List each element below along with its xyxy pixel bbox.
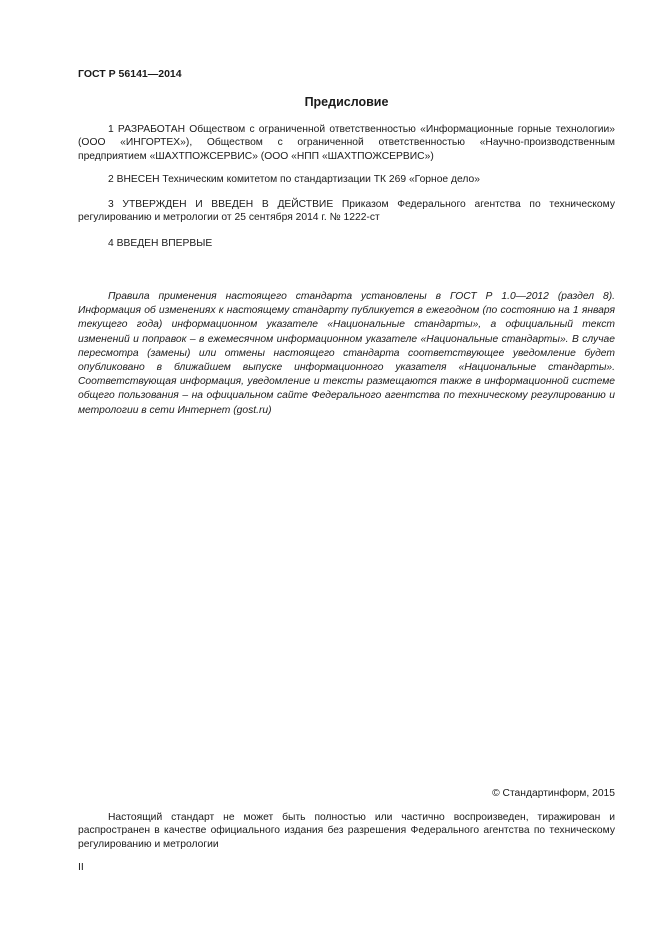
- section-first-introduced: 4 ВВЕДЕН ВПЕРВЫЕ: [108, 238, 213, 249]
- usage-rules-note: Правила применения настоящего стандарта установлены в ГОСТ Р 1.0—2012 (раздел 8). Информация об изменениях к настоящему стандарту публикуется в ежегодном (по состоянию на 1 января текущего года) информационном указателе «Национальные стандарты», а официальный текст изменений и поправок – в ежемесячном информационном указателе «Национальные стандарты». В случае пересмотра (замены) или отмены настоящего стандарта соответствующее уведомление будет опубликовано в ближайшем выпуске информационного указателя «Национальные стандарты». Соответствующая информация, уведомление и тексты размещаются также в информационной системе общего пользования – на официальном сайте Федерального агентства по техническому регулированию и метрологии в сети Интернет (gost.ru): [78, 291, 615, 416]
- page-number: II: [78, 861, 84, 873]
- copyright-line: © Стандартинформ, 2015: [492, 788, 615, 799]
- section-approved: 3 УТВЕРЖДЕН И ВВЕДЕН В ДЕЙСТВИЕ Приказом Федерального агентства по техническому регулированию и метрологии от 25 сентября 2014 г. № 1222-ст: [78, 199, 615, 224]
- reproduction-notice: Настоящий стандарт не может быть полностью или частично воспроизведен, тиражирован и распространен в качестве официального издания без разрешения Федерального агентства по техническому регулированию и метрологии: [78, 812, 615, 850]
- section-developed: 1 РАЗРАБОТАН Обществом с ограниченной ответственностью «Информационные горные технологии» (ООО «ИНГОРТЕХ»), Обществом с ограниченной ответственностью «Научно-производственным предприятием «ШАХТПОЖСЕРВИС» (ООО «НПП «ШАХТПОЖСЕРВИС»): [78, 124, 615, 162]
- section-submitted: 2 ВНЕСЕН Техническим комитетом по стандартизации ТК 269 «Горное дело»: [108, 174, 480, 185]
- document-designation: ГОСТ Р 56141—2014: [78, 68, 182, 80]
- page-title: Предисловие: [304, 95, 389, 109]
